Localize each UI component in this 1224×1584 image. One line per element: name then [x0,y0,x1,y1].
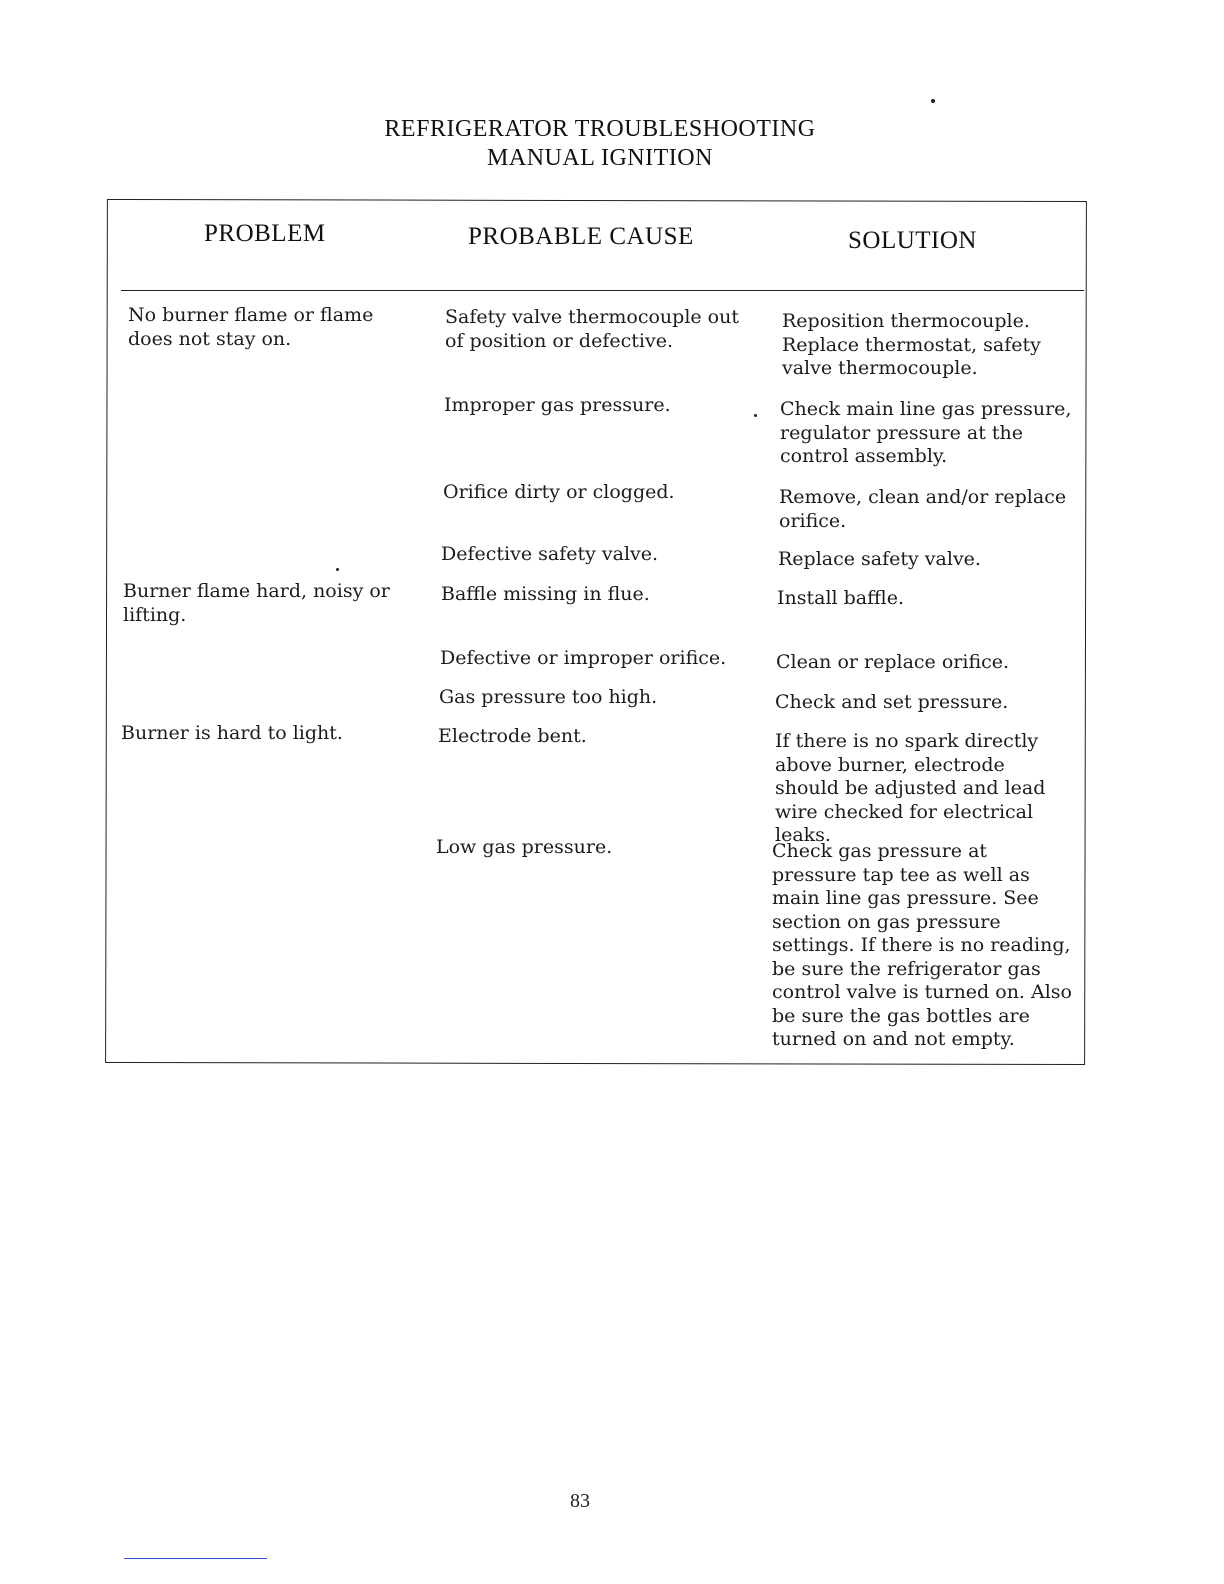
document-title: REFRIGERATOR TROUBLESHOOTING [384,116,816,142]
page-number: 83 [570,1490,590,1512]
scan-speck [336,568,339,571]
header-probable-cause: PROBABLE CAUSE [468,223,694,250]
cause-cell: Safety valve thermocouple out of position or defective. [445,306,739,352]
cause-cell: Defective safety valve. [441,543,659,565]
header-problem: PROBLEM [204,220,326,247]
solution-cell: Check gas pressure at pressure tap tee as well as main line gas pressure. See section on gas pressure settings. If there is no reading, be sure the refrigerator gas control valve is turned on. Also be sure the gas bottles are turned on and not empty. [772,840,1072,1050]
solution-cell: Check main line gas pressure, regulator pressure at the control assembly. [780,398,1072,467]
cause-cell: Improper gas pressure. [444,394,671,416]
document-subtitle: MANUAL IGNITION [487,145,713,171]
solution-cell: If there is no spark directly above burner, electrode should be adjusted and lead wire checked for electrical leaks. [775,730,1046,846]
problem-cell: No burner flame or flame does not stay on. [128,304,374,350]
footer-rule [124,1558,267,1559]
cause-cell: Defective or improper orifice. [440,647,727,669]
cause-cell: Low gas pressure. [436,836,613,858]
solution-cell: Reposition thermocouple. Replace thermostat, safety valve thermocouple. [782,310,1041,379]
solution-cell: Replace safety valve. [778,548,981,570]
problem-cell: Burner flame hard, noisy or lifting. [123,580,390,626]
solution-cell: Clean or replace orifice. [776,651,1010,673]
cause-cell: Baffle missing in flue. [441,583,650,605]
solution-cell: Remove, clean and/or replace orifice. [779,486,1067,532]
problem-cell: Burner is hard to light. [121,722,343,744]
cause-cell: Gas pressure too high. [439,686,658,708]
solution-cell: Check and set pressure. [775,691,1009,713]
header-solution: SOLUTION [848,227,977,254]
solution-cell: Install baffle. [777,587,904,609]
scan-speck [754,414,757,417]
cause-cell: Electrode bent. [438,725,587,747]
cause-cell: Orifice dirty or clogged. [443,481,675,503]
scan-speck [931,99,935,103]
